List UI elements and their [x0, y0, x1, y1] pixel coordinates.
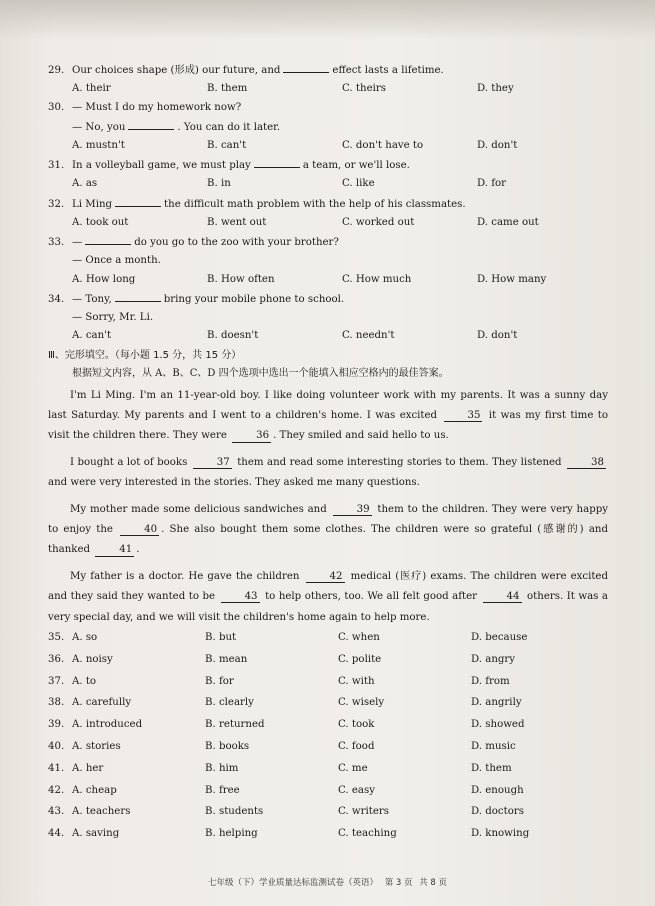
- option-a: A. teachers: [72, 806, 131, 818]
- question-number: 32.: [48, 198, 65, 210]
- page-footer: [0, 876, 655, 888]
- option-c: C. easy: [338, 784, 375, 796]
- question-options: [48, 83, 608, 95]
- option-a: A. introduced: [72, 719, 143, 731]
- cloze-blank-37: 37: [193, 458, 232, 469]
- option-d: D. because: [471, 631, 528, 643]
- option-a: A. stories: [72, 740, 121, 752]
- option-b: B. students: [205, 806, 264, 818]
- answer-blank: [85, 236, 131, 245]
- option-c: C. with: [338, 675, 375, 687]
- cloze-blank-35: 35: [444, 411, 483, 422]
- cloze-blank-41: 41: [95, 545, 134, 556]
- question-stem: Our choices shape (形成) our future, and effect lasts a lifetime.: [72, 65, 444, 76]
- option-a: A. her: [72, 762, 104, 774]
- question-number: 43.: [48, 806, 65, 818]
- option-a: A. so: [72, 631, 98, 643]
- option-b: B. went out: [207, 216, 267, 228]
- option-a: A. saving: [72, 828, 120, 840]
- answer-blank: [283, 64, 329, 73]
- option-a: A. mustn't: [72, 139, 125, 151]
- option-a: A. can't: [72, 330, 112, 342]
- option-d: D. doctors: [471, 806, 524, 818]
- option-a: A. carefully: [72, 697, 132, 709]
- option-b: B. him: [205, 762, 239, 774]
- option-c: C. How much: [342, 273, 412, 285]
- option-b: B. doesn't: [207, 330, 259, 342]
- option-d: D. angry: [471, 653, 516, 665]
- option-a: A. How long: [72, 273, 136, 285]
- cloze-option-row: [48, 632, 608, 654]
- option-c: C. like: [342, 178, 375, 190]
- option-d: D. knowing: [471, 828, 530, 840]
- option-c: C. wisely: [338, 697, 385, 709]
- question-number: 36.: [48, 653, 65, 665]
- question-number: 39.: [48, 719, 65, 731]
- cloze-blank-38: 38: [567, 458, 606, 469]
- option-d: D. from: [471, 675, 510, 687]
- passage-paragraph: I bought a lot of books 37 them and read some interesting stories to them. They listened 38 and were very interested in the stories. They asked me many questions.: [48, 456, 604, 489]
- question-number: 29.: [48, 65, 65, 76]
- question-options: [48, 140, 608, 152]
- question-options: [48, 330, 608, 342]
- question-number: 42.: [48, 784, 65, 796]
- option-d: D. don't: [477, 139, 518, 151]
- option-a: A. to: [72, 675, 97, 687]
- passage-paragraph: I'm Li Ming. I'm an 11-year-old boy. I like doing volunteer work with my parents. It was a sunny day last Saturday. My parents and I went to a children's home. I was excited 35 it was my first time to visit the children there. They were 36 . They smiled and said hello to us.: [48, 389, 608, 442]
- answer-blank: [115, 293, 161, 302]
- question-options: [48, 217, 608, 229]
- question-stem: Li Ming the difficult math problem with the help of his classmates.: [72, 198, 466, 210]
- section-instruction: 根据短文内容，从 A、B、C、D 四个选项中选出一个能填入相应空格内的最佳答案。: [72, 367, 449, 379]
- question-number: 38.: [48, 697, 65, 709]
- question-number: 40.: [48, 740, 65, 752]
- passage-paragraph: My father is a doctor. He gave the children 42 medical (医疗) exams. The children were excited and they said they wanted to be 43 to help others, too. We all felt good after 44 others. It was a very special day, and we will visit the children's home again to help more.: [48, 570, 608, 623]
- option-d: D. them: [471, 762, 512, 774]
- option-b: B. in: [207, 178, 231, 190]
- question-number: 35.: [48, 631, 65, 643]
- option-d: D. came out: [477, 216, 539, 228]
- cloze-option-row: [48, 676, 608, 698]
- cloze-option-row: [48, 719, 608, 741]
- section-title: Ⅲ、完形填空。（每小题 1.5 分，共 15 分）: [48, 349, 242, 361]
- question-34: [48, 293, 608, 343]
- cloze-option-row: [48, 785, 608, 807]
- cloze-option-row: [48, 654, 608, 676]
- option-b: B. returned: [205, 719, 265, 731]
- option-a: A. their: [72, 83, 111, 95]
- cloze-blank-44: 44: [483, 592, 522, 603]
- question-number: 33.: [48, 237, 65, 249]
- option-c: C. teaching: [338, 828, 397, 840]
- cloze-blank-42: 42: [306, 572, 345, 583]
- cloze-blank-36: 36: [232, 431, 271, 442]
- question-reply: — Sorry, Mr. Li.: [72, 312, 154, 324]
- option-a: A. took out: [72, 216, 129, 228]
- question-number: 41.: [48, 762, 65, 774]
- option-b: B. but: [205, 631, 237, 643]
- option-b: B. mean: [205, 653, 248, 665]
- question-stem: — Must I do my homework now?: [72, 102, 242, 114]
- option-d: D. How many: [477, 273, 547, 285]
- question-stem: — Tony, bring your mobile phone to school.: [72, 293, 345, 305]
- option-d: D. showed: [471, 719, 525, 731]
- cloze-option-row: [48, 828, 608, 850]
- answer-blank: [115, 198, 161, 207]
- question-number: 31.: [48, 160, 65, 172]
- footer-total-pages: 共 8 页: [419, 878, 448, 888]
- option-d: D. they: [477, 83, 514, 95]
- question-31: [48, 159, 608, 190]
- option-c: C. food: [338, 740, 375, 752]
- cloze-option-row: [48, 763, 608, 785]
- option-b: B. can't: [207, 139, 247, 151]
- cloze-option-row: [48, 741, 608, 763]
- option-c: C. needn't: [342, 330, 395, 342]
- option-b: B. helping: [205, 828, 258, 840]
- question-reply: — Once a month.: [72, 255, 161, 267]
- question-number: 34.: [48, 293, 65, 305]
- question-options: [48, 178, 608, 190]
- passage-paragraph: My mother made some delicious sandwiches and 39 them to the children. They were very happy to enjoy the 40 . She also bought them some clothes. The children were so grateful (感谢的) and thanked 41 .: [48, 503, 608, 556]
- option-a: A. noisy: [72, 653, 113, 665]
- footer-exam-title: 七年级（下）学业质量达标监测试卷（英语）: [207, 878, 378, 888]
- option-c: C. when: [338, 631, 380, 643]
- question-number: 37.: [48, 675, 65, 687]
- option-a: A. cheap: [72, 784, 117, 796]
- cloze-options: [48, 632, 608, 850]
- option-c: C. worked out: [342, 216, 415, 228]
- question-stem: — do you go to the zoo with your brother?: [72, 237, 339, 249]
- question-32: [48, 198, 608, 229]
- option-c: C. don't have to: [342, 139, 424, 151]
- question-30: [48, 102, 608, 152]
- option-d: D. for: [477, 178, 507, 190]
- option-c: C. writers: [338, 806, 389, 818]
- cloze-blank-40: 40: [120, 525, 159, 536]
- option-a: A. as: [72, 178, 98, 190]
- option-d: D. enough: [471, 784, 524, 796]
- option-c: C. theirs: [342, 83, 386, 95]
- option-b: B. How often: [207, 273, 275, 285]
- option-b: B. them: [207, 83, 248, 95]
- question-options: [48, 274, 608, 286]
- answer-blank: [254, 159, 300, 168]
- question-reply: — No, you . You can do it later.: [72, 121, 281, 133]
- option-b: B. free: [205, 784, 240, 796]
- cloze-passage: [48, 386, 608, 628]
- cloze-blank-43: 43: [221, 592, 260, 603]
- option-d: D. music: [471, 740, 516, 752]
- question-33: [48, 236, 608, 286]
- option-d: D. angrily: [471, 697, 522, 709]
- option-c: C. polite: [338, 653, 382, 665]
- cloze-blank-39: 39: [333, 505, 372, 516]
- option-b: B. for: [205, 675, 234, 687]
- option-c: C. me: [338, 762, 368, 774]
- option-d: D. don't: [477, 330, 518, 342]
- exam-content: [48, 64, 608, 850]
- cloze-option-row: [48, 806, 608, 828]
- page-shadow: [0, 0, 655, 40]
- option-b: B. clearly: [205, 697, 254, 709]
- option-b: B. books: [205, 740, 250, 752]
- question-number: 30.: [48, 102, 65, 114]
- cloze-option-row: [48, 697, 608, 719]
- question-stem: In a volleyball game, we must play a team, or we'll lose.: [72, 160, 410, 172]
- option-c: C. took: [338, 719, 375, 731]
- answer-blank: [128, 121, 174, 130]
- question-29: [48, 64, 608, 95]
- question-number: 44.: [48, 828, 65, 840]
- footer-page-number: 第 3 页: [384, 878, 413, 888]
